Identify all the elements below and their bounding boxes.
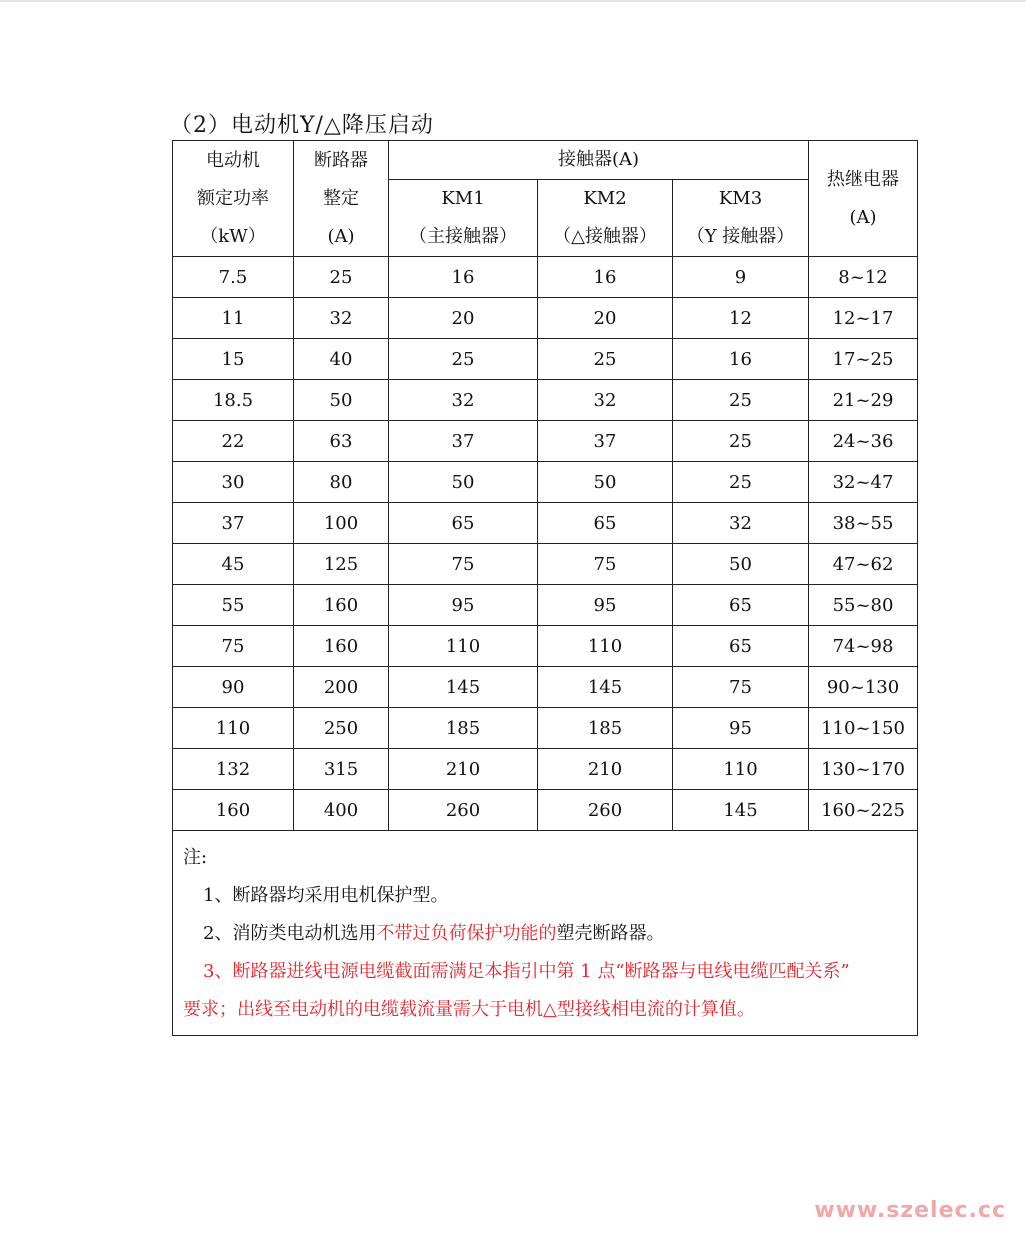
header-km1: KM1 （主接触器）: [389, 180, 538, 257]
top-rule: [0, 0, 1026, 2]
cell-km1: 37: [389, 421, 538, 462]
cell-km1: 145: [389, 667, 538, 708]
cell-motor-power: 37: [173, 503, 294, 544]
cell-km2: 32: [538, 380, 673, 421]
cell-breaker-setting: 200: [294, 667, 389, 708]
cell-thermal-relay: 38~55: [809, 503, 918, 544]
cell-breaker-setting: 50: [294, 380, 389, 421]
header-thermal-relay: 热继电器 (A): [809, 141, 918, 257]
cell-km1: 185: [389, 708, 538, 749]
cell-km3: 12: [673, 298, 809, 339]
table-row: [173, 585, 918, 626]
table-row: [173, 298, 918, 339]
cell-motor-power: 15: [173, 339, 294, 380]
cell-motor-power: 7.5: [173, 257, 294, 298]
cell-breaker-setting: 160: [294, 585, 389, 626]
table-row: [173, 421, 918, 462]
table-row: [173, 749, 918, 790]
cell-breaker-setting: 100: [294, 503, 389, 544]
table-body: [173, 257, 918, 831]
cell-km2: 145: [538, 667, 673, 708]
cell-thermal-relay: 110~150: [809, 708, 918, 749]
cell-breaker-setting: 125: [294, 544, 389, 585]
cell-thermal-relay: 32~47: [809, 462, 918, 503]
note-3-line-2: 要求；出线至电动机的电缆载流量需大于电机△型接线相电流的计算值。: [183, 999, 755, 1020]
cell-km3: 25: [673, 462, 809, 503]
cell-km2: 260: [538, 790, 673, 831]
header-km3: KM3 （Y 接触器）: [673, 180, 809, 257]
cell-motor-power: 18.5: [173, 380, 294, 421]
note-3-line-1: 3、断路器进线电源电缆截面需满足本指引中第 1 点“断路器与电线电缆匹配关系”: [203, 961, 850, 982]
table-row: [173, 462, 918, 503]
cell-km1: 50: [389, 462, 538, 503]
table-row: [173, 708, 918, 749]
cell-breaker-setting: 25: [294, 257, 389, 298]
table-row: [173, 503, 918, 544]
cell-motor-power: 22: [173, 421, 294, 462]
cell-km1: 75: [389, 544, 538, 585]
cell-km1: 110: [389, 626, 538, 667]
cell-motor-power: 90: [173, 667, 294, 708]
cell-km2: 50: [538, 462, 673, 503]
cell-km1: 95: [389, 585, 538, 626]
cell-thermal-relay: 12~17: [809, 298, 918, 339]
cell-motor-power: 30: [173, 462, 294, 503]
table-row: [173, 626, 918, 667]
cell-km2: 95: [538, 585, 673, 626]
table-row: [173, 339, 918, 380]
cell-km3: 16: [673, 339, 809, 380]
cell-motor-power: 11: [173, 298, 294, 339]
cell-motor-power: 55: [173, 585, 294, 626]
note-2: 2、消防类电动机选用不带过负荷保护功能的塑壳断路器。: [203, 923, 665, 944]
cell-km2: 16: [538, 257, 673, 298]
cell-km1: 260: [389, 790, 538, 831]
cell-thermal-relay: 55~80: [809, 585, 918, 626]
cell-km3: 65: [673, 585, 809, 626]
cell-thermal-relay: 21~29: [809, 380, 918, 421]
header-contactor-group: 接触器(A): [389, 141, 809, 180]
cell-breaker-setting: 250: [294, 708, 389, 749]
table-row: [173, 790, 918, 831]
cell-breaker-setting: 80: [294, 462, 389, 503]
cell-thermal-relay: 130~170: [809, 749, 918, 790]
cell-motor-power: 45: [173, 544, 294, 585]
cell-breaker-setting: 32: [294, 298, 389, 339]
cell-breaker-setting: 400: [294, 790, 389, 831]
cell-motor-power: 110: [173, 708, 294, 749]
header-breaker-setting: 断路器 整定 (A): [294, 141, 389, 257]
cell-km3: 25: [673, 421, 809, 462]
cell-thermal-relay: 17~25: [809, 339, 918, 380]
cell-km3: 25: [673, 380, 809, 421]
cell-km3: 9: [673, 257, 809, 298]
cell-km1: 210: [389, 749, 538, 790]
cell-breaker-setting: 40: [294, 339, 389, 380]
cell-km3: 110: [673, 749, 809, 790]
table-row: [173, 257, 918, 298]
note-1: 1、断路器均采用电机保护型。: [203, 885, 449, 906]
cell-km3: 95: [673, 708, 809, 749]
cell-km2: 37: [538, 421, 673, 462]
cell-motor-power: 132: [173, 749, 294, 790]
cell-thermal-relay: 160~225: [809, 790, 918, 831]
cell-km3: 32: [673, 503, 809, 544]
cell-km2: 65: [538, 503, 673, 544]
cell-km3: 65: [673, 626, 809, 667]
cell-km2: 75: [538, 544, 673, 585]
cell-km1: 25: [389, 339, 538, 380]
cell-thermal-relay: 90~130: [809, 667, 918, 708]
table-row: [173, 667, 918, 708]
cell-km3: 50: [673, 544, 809, 585]
notes-label: 注:: [183, 847, 208, 868]
header-motor-power: 电动机 额定功率 （kW）: [173, 141, 294, 257]
cell-km1: 16: [389, 257, 538, 298]
cell-thermal-relay: 24~36: [809, 421, 918, 462]
cell-km2: 20: [538, 298, 673, 339]
table-row: [173, 380, 918, 421]
cell-km2: 210: [538, 749, 673, 790]
cell-km3: 145: [673, 790, 809, 831]
cell-breaker-setting: 160: [294, 626, 389, 667]
notes-cell: [173, 831, 918, 1036]
cell-motor-power: 75: [173, 626, 294, 667]
cell-thermal-relay: 74~98: [809, 626, 918, 667]
cell-breaker-setting: 315: [294, 749, 389, 790]
cell-breaker-setting: 63: [294, 421, 389, 462]
section-title: （2）电动机Y/△降压启动: [170, 113, 434, 138]
cell-thermal-relay: 47~62: [809, 544, 918, 585]
cell-km1: 32: [389, 380, 538, 421]
header-km2: KM2 （△接触器）: [538, 180, 673, 257]
cell-km2: 185: [538, 708, 673, 749]
spec-table: [172, 140, 918, 1036]
cell-km1: 20: [389, 298, 538, 339]
table-row: [173, 544, 918, 585]
cell-km1: 65: [389, 503, 538, 544]
cell-motor-power: 160: [173, 790, 294, 831]
cell-km2: 25: [538, 339, 673, 380]
watermark: www.szelec.cc: [814, 1198, 1006, 1223]
cell-km2: 110: [538, 626, 673, 667]
cell-km3: 75: [673, 667, 809, 708]
cell-thermal-relay: 8~12: [809, 257, 918, 298]
